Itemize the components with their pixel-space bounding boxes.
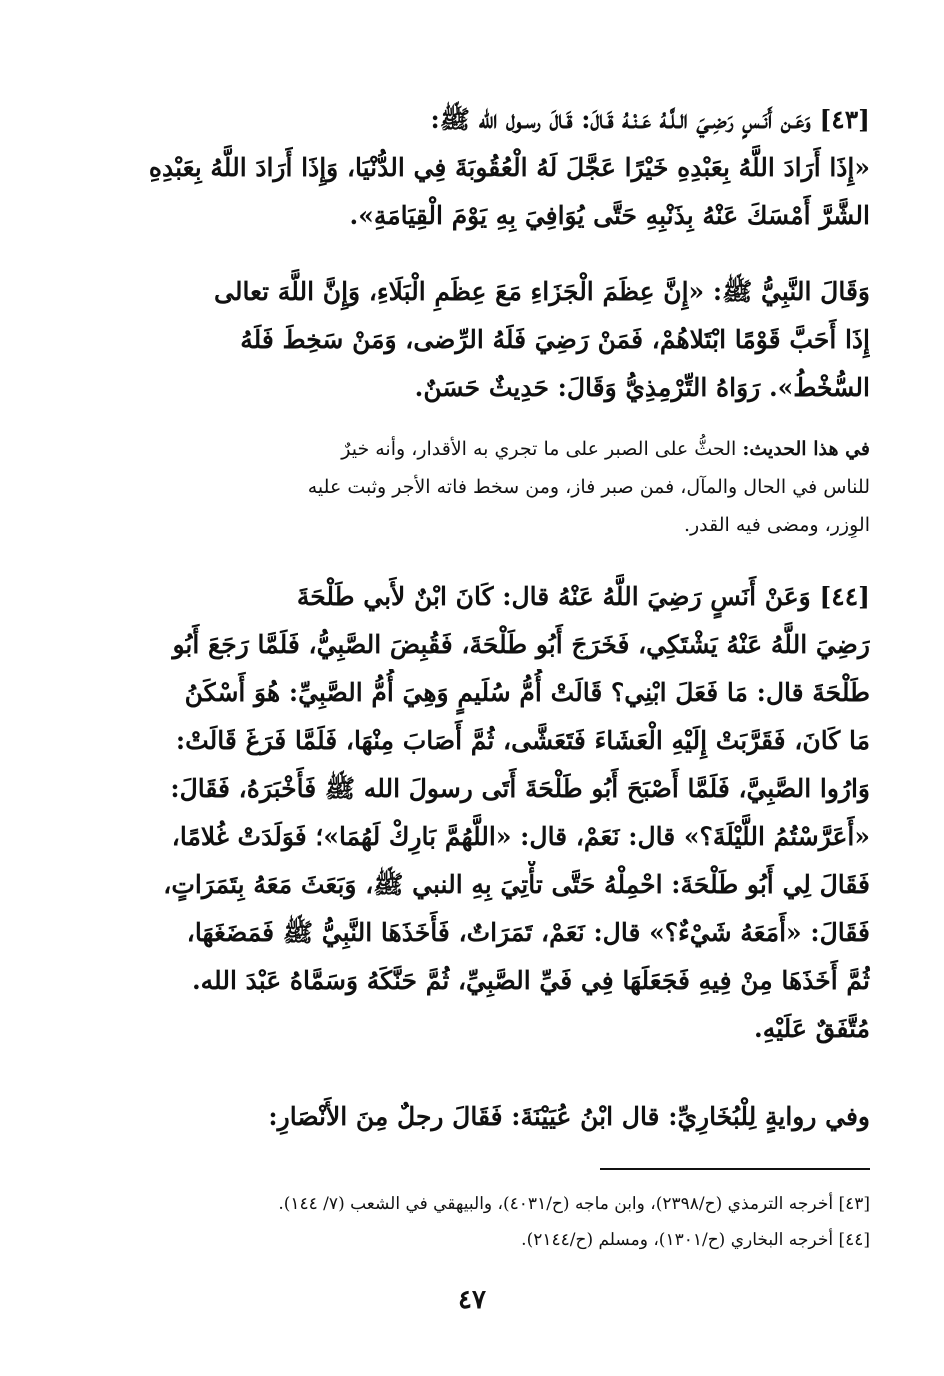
- prophet-saying-line: إِذَا أَحَبَّ قَوْمًا ابْتَلاهُمْ، فَمَنْ رَضِيَ فَلَهُ الرِّضى، وَمَنْ سَخِطَ فَلَهُ: [240, 325, 870, 354]
- hadith-44-line: «أَعَرَّسْتُمُ اللَّيْلَةَ؟» قال: نَعَمْ، قال: «اللَّهُمَّ بَارِكْ لَهُمَا»؛ فَوَلَدَتْ غُلامًا،: [171, 822, 870, 851]
- footnote-divider: [600, 1168, 870, 1170]
- page-number: ٤٧: [458, 1285, 486, 1315]
- bukhari-riwaya: [100, 1093, 870, 1141]
- hadith-44-line: رَضِيَ اللَّهُ عَنْهُ يَشْتَكِي، فَخَرَجَ أَبُو طَلْحَةَ، فَقُبِضَ الصَّبِيُّ، فَلَمَّا رَجَعَ أَبُو: [172, 630, 870, 659]
- footnotes: [100, 1186, 870, 1258]
- hadith-44-line: ثُمَّ أَخَذَهَا مِنْ فِيهِ فَجَعَلَهَا فِي فَيِّ الصَّبِيِّ، ثُمَّ حَنَّكَهُ وَسَمَّاهُ عَبْدَ الله.: [191, 966, 870, 995]
- hadith-44-line: مُتَّفَقٌ عَلَيْهِ.: [754, 1014, 870, 1043]
- commentary-line: [100, 430, 870, 468]
- hadith-44-line: مَا كَانَ، فَقَرَّبَتْ إِلَيْهِ الْعَشَاءَ فَتَعَشَّى، ثُمَّ أَصَابَ مِنْهَا، فَلَمَّا فَرَغَ قَالَتْ:: [175, 726, 870, 755]
- hadith-44-line: فَقَالَ: «أَمَعَهُ شَيْءٌ؟» قال: نَعَمْ، تَمَرَاتٌ، فَأَخَذَهَا النَّبِيُّ ﷺ فَمَضَغَهَا،: [186, 918, 870, 947]
- hadith-43: [100, 96, 870, 240]
- prophet-saying-line: السُّخْطُ». رَوَاهُ التِّرْمِذِيُّ وَقَالَ: حَدِيثٌ حَسَنٌ.: [414, 373, 870, 402]
- commentary-lead: في هذا الحديث:: [742, 438, 870, 460]
- hadith-43-line: [٤٣] وَعَـن أَنَـسٍ رَضِـيَ الـلَّـهُ عَـنْـهُ قَـالَ: قَـالَ رسـول الله ﷺ:: [430, 105, 870, 134]
- commentary: [100, 430, 870, 544]
- hadith-44-line: وَارُوا الصَّبِيَّ، فَلَمَّا أَصْبَحَ أَبُو طَلْحَةَ أَتَى رسولَ الله ﷺ فَأَخْبَرَهُ، فَقَالَ:: [170, 774, 870, 803]
- hadith-44-line: فَقَالَ لِي أَبُو طَلْحَةَ: احْمِلْهُ حَتَّى تأْتِيَ بِهِ النبي ﷺ، وَبَعَثَ مَعَهُ بِتَمَرَاتٍ،: [163, 870, 870, 899]
- hadith-44-line: طَلْحَةَ قال: مَا فَعَلَ ابْنِي؟ قَالَتْ أُمُّ سُلَيمٍ وَهِيَ أُمُّ الصَّبِيِّ: هُوَ أَسْكَنُ: [184, 678, 870, 707]
- hadith-44: [100, 573, 870, 1053]
- commentary-line: للناس في الحال والمآل، فمن صبر فاز، ومن سخط فاته الأجر وثبت عليه: [307, 476, 870, 498]
- footnote-43: [٤٣] أخرجه الترمذي (ح/٢٣٩٨)، وابن ماجه (ح/٤٠٣١)، والبيهقي في الشعب (٧/ ١٤٤).: [278, 1194, 870, 1214]
- footnote-44: [٤٤] أخرجه البخاري (ح/١٣٠١)، ومسلم (ح/٢١٤٤).: [521, 1230, 870, 1250]
- hadith-44-line: [٤٤] وَعَنْ أَنَسٍ رَضِيَ اللَّهُ عَنْهُ قال: كَانَ ابْنٌ لأَبي طَلْحَةَ: [296, 582, 870, 611]
- bukhari-riwaya-line: وفي روايةٍ لِلْبُخَارِيِّ: قال ابْنُ عُيَيْنَةَ: فَقَالَ رجلٌ مِنَ الأَنْصَارِ:: [268, 1102, 870, 1131]
- prophet-saying-line: وَقَالَ النَّبِيُّ ﷺ: «إِنَّ عِظَمَ الْجَزَاءِ مَعَ عِظَمِ الْبَلَاءِ، وَإِنَّ اللَّهَ تعالى: [214, 277, 870, 306]
- prophet-saying: [100, 268, 870, 412]
- commentary-line: الوِزر، ومضى فيه القدر.: [683, 514, 870, 536]
- hadith-43-line: «إِذَا أَرَادَ اللَّهُ بِعَبْدِهِ خَيْرًا عَجَّلَ لَهُ الْعُقُوبَةَ فِي الدُّنْيَا، وَإِذَا أَرَادَ اللَّهُ بِعَبْدِهِ: [148, 153, 870, 182]
- hadith-43-line: الشَّرَّ أَمْسَكَ عَنْهُ بِذَنْبِهِ حَتَّى يُوَافِيَ بِهِ يَوْمَ الْقِيَامَةِ».: [349, 201, 870, 230]
- commentary-text: الحثُّ على الصبر على ما تجري به الأقدار، وأنه خيرٌ: [341, 438, 743, 460]
